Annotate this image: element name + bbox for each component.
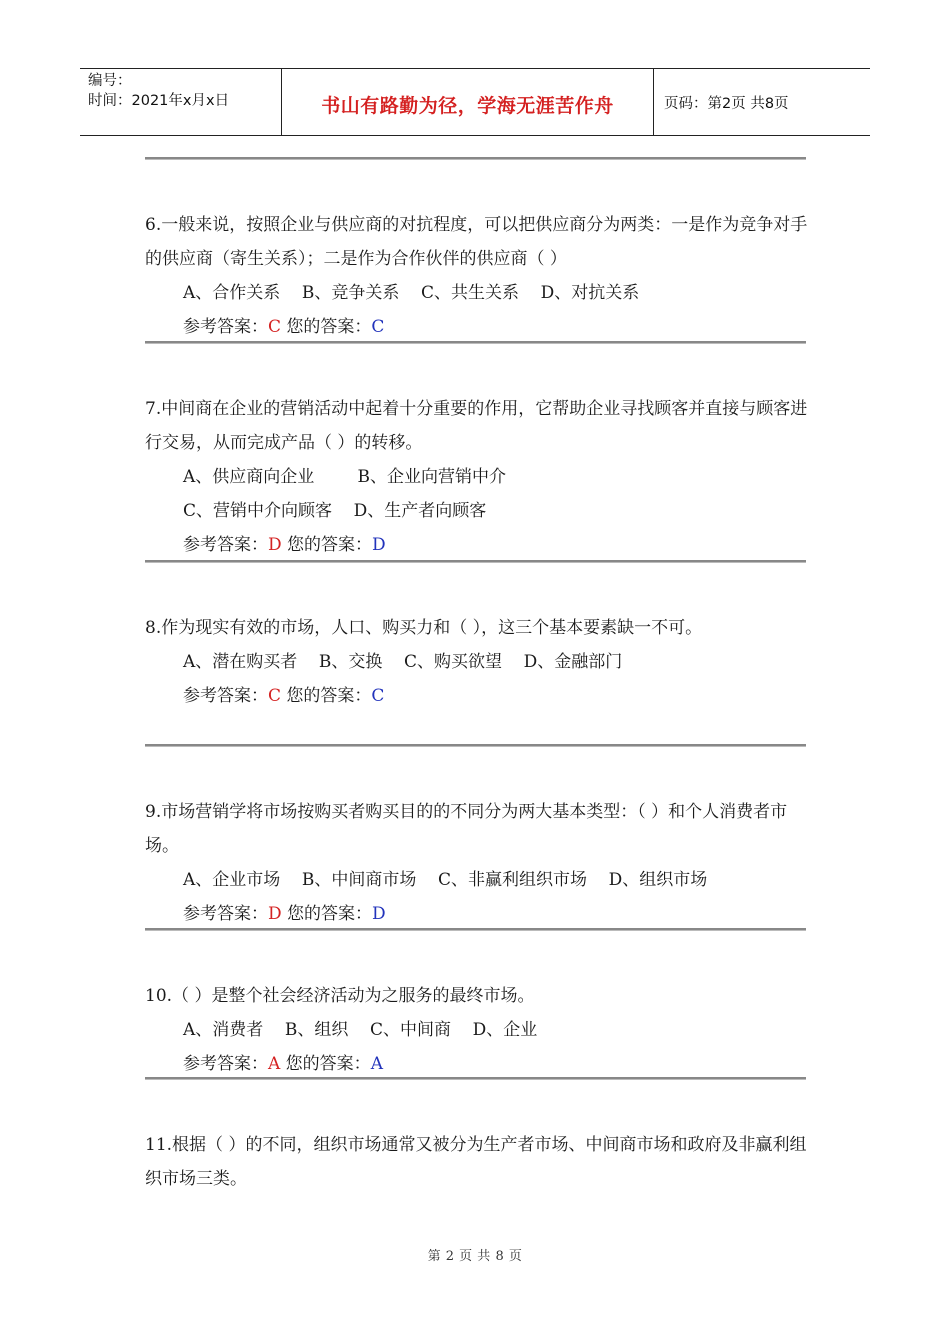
page-footer: 第 2 页 共 8 页 [427, 1249, 523, 1264]
serial-label: 编号： [88, 73, 132, 89]
question-stem: 10.（ ）是整个社会经济活动为之服务的最终市场。 [145, 986, 535, 1006]
ref-answer-label: 参考答案： [183, 317, 268, 337]
header-meta [80, 69, 282, 135]
separator-rule [145, 560, 806, 563]
answer-line [145, 897, 810, 931]
page-header [80, 68, 870, 136]
ref-answer-label: 参考答案： [183, 535, 268, 555]
ref-answer-value: D [268, 535, 282, 555]
ref-answer-value: C [268, 686, 282, 706]
answer-line [145, 1047, 810, 1081]
your-answer-label: 您的答案： [281, 686, 372, 706]
your-answer-label: 您的答案： [281, 904, 373, 924]
separator-rule [145, 928, 806, 931]
your-answer-value: C [371, 686, 385, 706]
question-6 [145, 208, 810, 344]
separator-rule [145, 341, 806, 344]
ref-answer-label: 参考答案： [183, 1054, 268, 1074]
ref-answer-label: 参考答案： [183, 686, 268, 706]
question-stem: 11.根据（ ）的不同，组织市场通常又被分为生产者市场、中间商市场和政府及非赢利组织市场三类。 [145, 1135, 807, 1189]
your-answer-label: 您的答案： [281, 317, 372, 337]
question-options: C、营销中介向顾客 D、生产者向顾客 [183, 501, 487, 521]
your-answer-value: C [371, 317, 385, 337]
your-answer-label: 您的答案： [280, 1054, 371, 1074]
ref-answer-value: A [268, 1054, 281, 1074]
ref-answer-label: 参考答案： [183, 904, 268, 924]
question-options: A、供应商向企业 B、企业向营销中介 [183, 467, 506, 487]
your-answer-label: 您的答案： [281, 535, 373, 555]
question-10 [145, 979, 810, 1081]
question-options: A、合作关系 B、竞争关系 C、共生关系 D、对抗关系 [183, 283, 640, 303]
question-11 [145, 1128, 810, 1196]
answer-line [145, 310, 810, 344]
question-stem: 9.市场营销学将市场按购买者购买目的的不同分为两大基本类型：（ ）和个人消费者市场。 [145, 802, 788, 856]
your-answer-value: D [372, 535, 386, 555]
separator-rule [145, 157, 806, 160]
question-stem: 7.中间商在企业的营销活动中起着十分重要的作用，它帮助企业寻找顾客并直接与顾客进行交易，从而完成产品（ ）的转移。 [145, 399, 808, 453]
your-answer-value: A [370, 1054, 383, 1074]
ref-answer-value: C [268, 317, 282, 337]
separator-rule [145, 744, 806, 747]
question-9 [145, 795, 810, 931]
ref-answer-value: D [268, 904, 282, 924]
your-answer-value: D [372, 904, 386, 924]
question-stem: 6.一般来说，按照企业与供应商的对抗程度，可以把供应商分为两类：一是作为竞争对手的供应商（寄生关系）；二是作为合作伙伴的供应商（ ） [145, 215, 808, 269]
answer-line [145, 528, 810, 562]
time-label: 时间：2021年x月x日 [88, 93, 230, 109]
question-stem: 8.作为现实有效的市场，人口、购买力和（ ），这三个基本要素缺一不可。 [145, 618, 703, 638]
answer-line [145, 679, 810, 713]
header-motto: 书山有路勤为径，学海无涯苦作舟 [282, 69, 654, 135]
question-options: A、消费者 B、组织 C、中间商 D、企业 [183, 1020, 538, 1040]
question-options: A、潜在购买者 B、交换 C、购买欲望 D、金融部门 [183, 652, 623, 672]
question-options: A、企业市场 B、中间商市场 C、非赢利组织市场 D、组织市场 [183, 870, 708, 890]
question-8 [145, 611, 810, 713]
header-page-code: 页码：第2页 共8页 [664, 95, 789, 112]
question-7 [145, 392, 810, 562]
separator-rule [145, 1077, 806, 1080]
